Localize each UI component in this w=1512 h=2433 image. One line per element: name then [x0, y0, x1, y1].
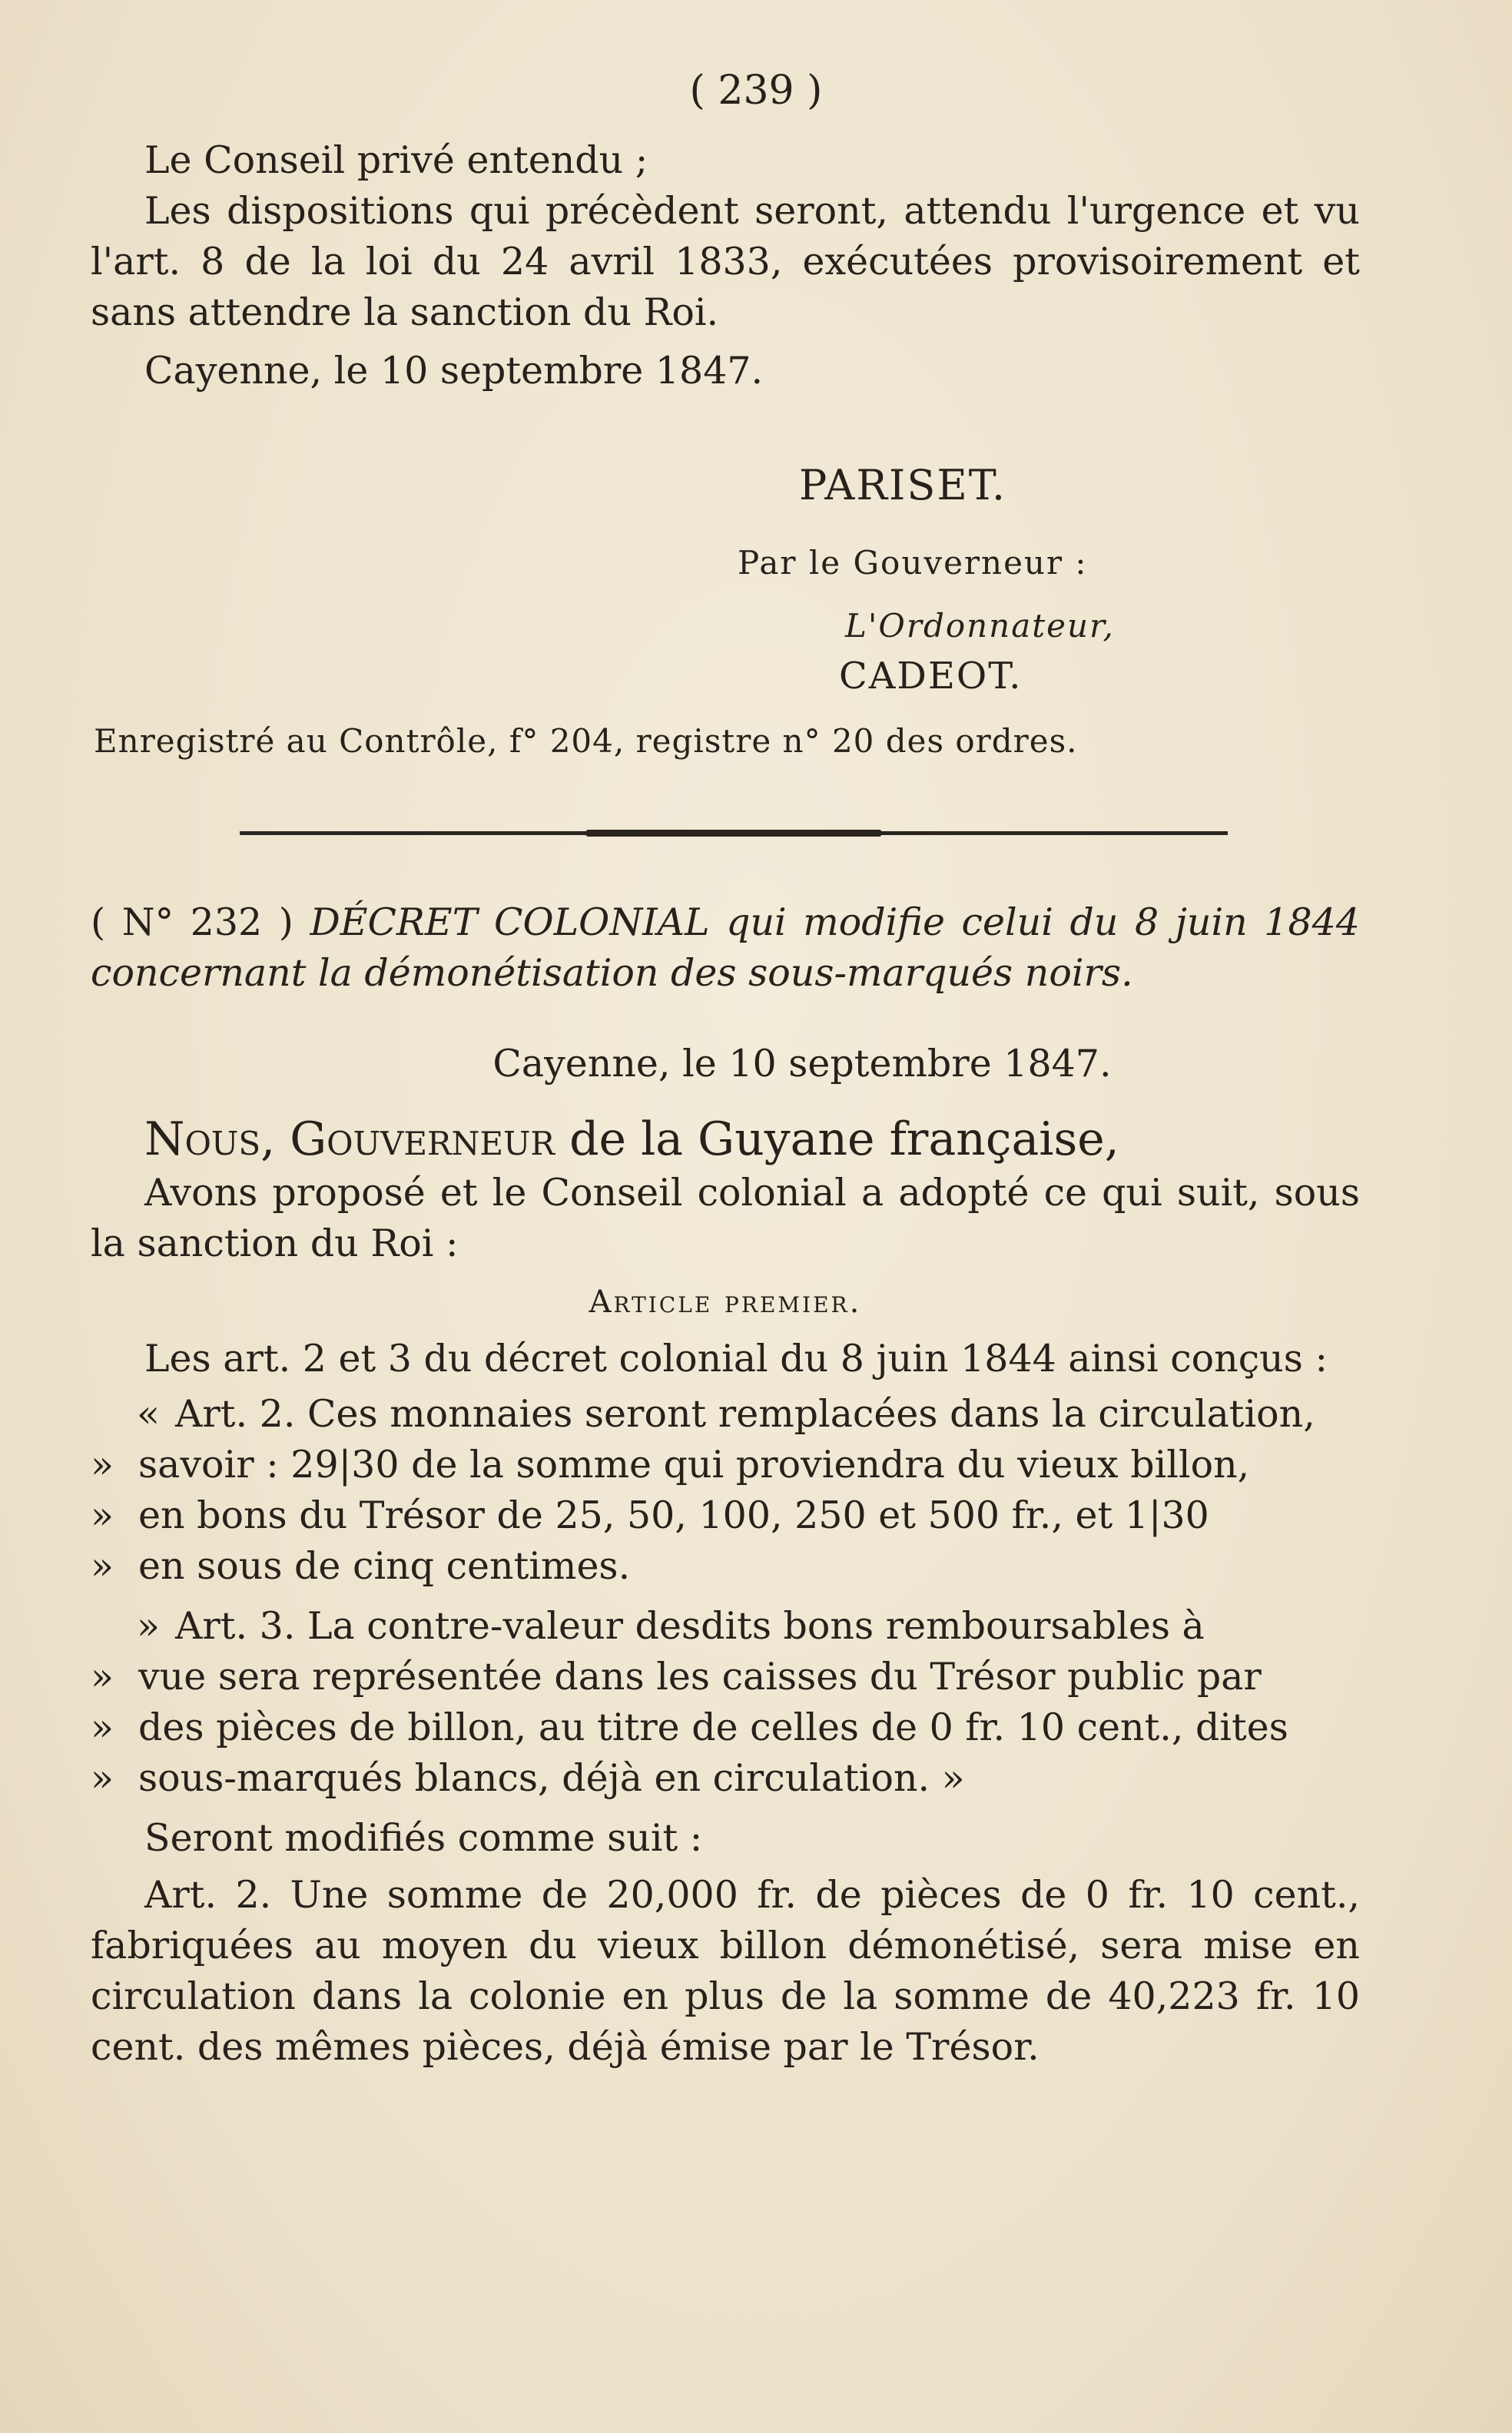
quote-line: » sous-marqués blancs, déjà en circulation. » [91, 1756, 965, 1800]
art-intro: Les art. 2 et 3 du décret colonial du 8 juin 1844 ainsi conçus : [144, 1337, 1328, 1381]
quote-line: » en sous de cinq centimes. [91, 1544, 631, 1588]
signature-name: PARISET. [799, 461, 1007, 509]
decree-date: Cayenne, le 10 septembre 1847. [492, 1042, 1112, 1086]
quote-line: » en bons du Trésor de 25, 50, 100, 250 et 500 fr., et 1|30 [91, 1493, 1209, 1537]
quoted-articles [91, 1389, 1360, 1804]
decree-title: DÉCRET COLONIAL qui modifie celui du 8 juin 1844 concernant la démonétisation des sous-marqués noirs. [91, 900, 1360, 995]
quote-line: » savoir : 29|30 de la somme qui proviendra du vieux billon, [91, 1443, 1250, 1487]
intro-paragraph: Les dispositions qui précèdent seront, attendu l'urgence et vu l'art. 8 de la loi du 24 avril 1833, exécutées provisoirement et sans attendre la sanction du Roi. [91, 189, 1360, 334]
modified-line: Seront modifiés comme suit : [144, 1816, 703, 1860]
nous-rest: de la Guyane française, [555, 1112, 1119, 1166]
decree-heading [91, 897, 1360, 999]
quote-line: » vue sera représentée dans les caisses du Trésor public par [91, 1655, 1262, 1699]
quote-line: » des pièces de billon, au titre de celles de 0 fr. 10 cent., dites [91, 1705, 1288, 1749]
intro-line-1: Le Conseil privé entendu ; [144, 138, 648, 182]
signature-name-2: CADEOT. [839, 655, 1023, 698]
decree-body [91, 1111, 1360, 2073]
signature-by: Par le Gouverneur : [738, 544, 1088, 582]
article-heading: Article premier. [589, 1284, 862, 1320]
quote-line: « Art. 2. Ces monnaies seront remplacées dans la circulation, [137, 1392, 1315, 1436]
page-number: ( 239 ) [689, 68, 823, 114]
signature-role: L'Ordonnateur, [845, 607, 1115, 645]
article-2-text: Art. 2. Une somme de 20,000 fr. de pièces de 0 fr. 10 cent., fabriquées au moyen du vieux billon démonétisé, sera mise en circulation dans la colonie en plus de la somme de 40,223 fr. 10 cent. des mêmes pièces, déjà émise par le Trésor. [91, 1873, 1360, 2069]
section-divider [240, 831, 1228, 835]
intro-date: Cayenne, le 10 septembre 1847. [144, 349, 764, 393]
quote-line: » Art. 3. La contre-valeur desdits bons remboursables à [137, 1604, 1205, 1648]
nous-gouverneur: Nous, Gouverneur [144, 1112, 555, 1166]
proposal-text: Avons proposé et le Conseil colonial a adopté ce qui suit, sous la sanction du Roi : [91, 1171, 1360, 1265]
registration-line: Enregistré au Contrôle, f° 204, registre n° 20 des ordres. [94, 722, 1078, 760]
intro-block [91, 135, 1360, 396]
decree-number: ( N° 232 ) [91, 900, 293, 944]
